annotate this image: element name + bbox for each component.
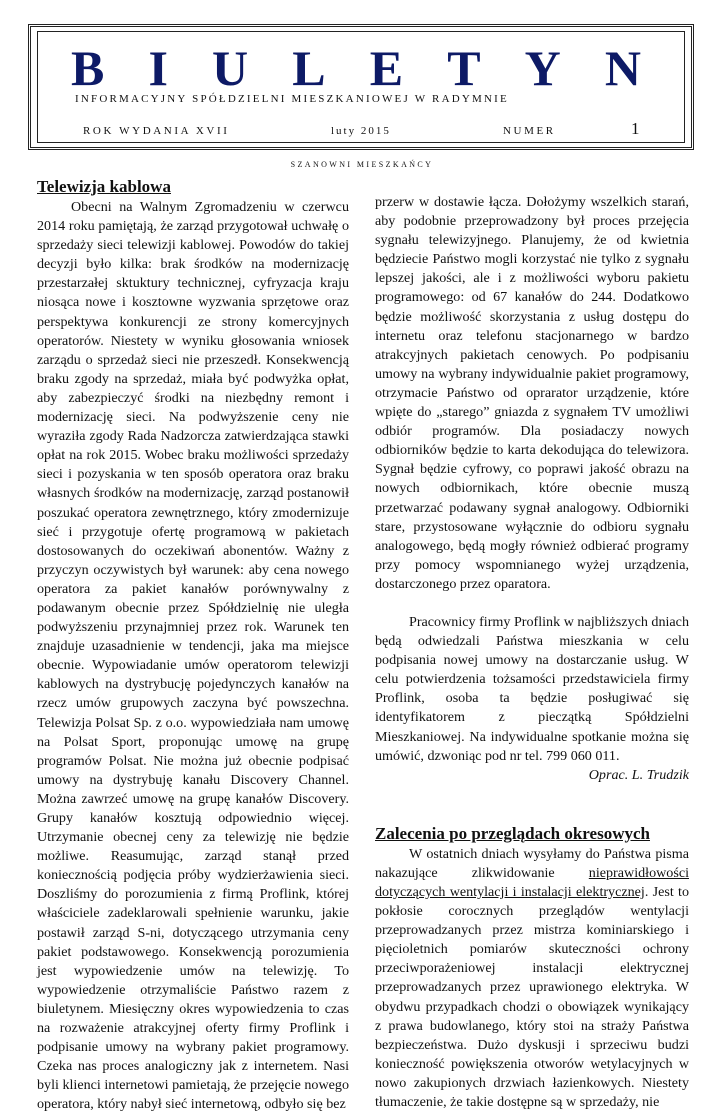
article-heading: Telewizja kablowa: [37, 177, 171, 196]
author-signature: Oprac. L. Trudzik: [588, 766, 689, 783]
title-letter: Y: [524, 40, 561, 96]
newsletter-title: [71, 40, 641, 96]
article-paragraph: Obecni na Walnym Zgromadzeniu w czerwcu 2014 roku pamiętają, że zarząd przygotował uchwałę o sprzedaży sieci telewizji kablowej. Powodów do takiej decyzji było kilka: brak środków na modernizację przestarzałej sktuktury technicznej, cyfryzacja kraju niosąca nowe i kosztowne wyzwania sprzętowe oraz perspektywa konkurencji ze strony komercyjnych operatorów. Niestety w wyniku głosowania wniosek zarządu o sprzedaż sieci nie przeszedł. Konsekwencją braku zgody na sprzedaż, miała być podwyżka opłat, aby zabezpieczyć środki na niezbędny remont i modernizację sieci. Na podwyższenie ceny nie wyraziła zgody Rada Nadzorcza zatwierdzająca stawki opłat na rok 2015. Wobec braku możliwości sprzedaży sieci i pozyskania w ten sposób operatora oraz braku własnych środków na modernizację, zarząd postanowił poszukać operatora zewnętrznego, który zmodernizuje sieć i przygotuje ofertę programową w pakietach dostosowanych do oczekiwań abonentów. Ważny z przyczyn oczywistych był warunek: aby cena nowego operatora za pakiet kanałów porównywalny z podawanym obecnie przez Spółdzielnię nie uległa podwyższeniu przynajmniej przez rok. Warunek ten znajduje uzasadnienie w tendencji, jaka ma miejsce obecnie. Wypowiadanie umów operatorom telewizji kablowych na dystrybucję pojedynczych kanałów na rzecz umów grupowych zaczyna być powszechna. Telewizja Polsat Sp. z o.o. wypowiedziała nam umowę na Polsat Sport, proponując umowę na grupę programów Polsat. Nie można już obecnie podpisać umowy na dystrybuję kanału Discovery Channel. Można zawrzeć umowę na grupę kanałów Discovery. Grupy kanałów kosztują odpowiednio więcej. Utrzymanie obecnej ceny za telewizję nie będzie możliwe. Reasumując, zarząd stanął przed koniecznością podjęcia próby wydzierżawienia sieci. Doszliśmy do porozumienia z firmą Proflink, której właściciele zadeklarowali spełnienie warunku, jakie postawił zarząd S-ni, dotyczącego utrzymania ceny pakiet podstawowego. Konsekwencją porozumienia jest wypowiedzenie umów na telewizję. To wypowiedzenie otrzymaliście Państwo razem z biuletynem. Miesięczny okres wypowiedzenia to czas na rozważenie atrakcyjnej oferty firmy Proflink i podpisanie umowy na wybrany pakiet programowy. Czeka nas proces analogiczny jak z internetem. Nasi byli klienci internetowi pamietają, że przejęcie nowego operatora, który nabył sieć internetową, odbyło się bez: [37, 199, 349, 1113]
title-letter: E: [369, 40, 404, 96]
newsletter-subtitle: INFORMACYJNY SPÓŁDZIELNI MIESZKANIOWEJ W RADYMNIE: [75, 93, 509, 105]
salutation: SZANOWNI MIESZKAŃCY: [290, 160, 434, 169]
title-letter: U: [212, 40, 249, 96]
article-heading: Zalecenia po przeglądach okresowych: [375, 823, 650, 843]
title-letter: T: [447, 40, 481, 96]
title-letter: B: [71, 40, 105, 96]
left-column: [37, 176, 349, 1115]
article-paragraph: Pracownicy firmy Proflink w najbliższych dniach będą odwiedzali Państwa mieszkania w celu podpisania nowej umowy na dostarczanie usług. W celu potwierdzenia tożsamości przedstawiciela firmy Proflink, osoba ta będzie posługiwać się identyfikatorem z pieczątką Spółdzielni Mieszkaniowej. Na indywidualne spotkanie można się umówić, dzwoniąc pod nr tel. 799 060 011.: [375, 613, 689, 764]
article-paragraph: [375, 845, 689, 1112]
title-letter: L: [292, 40, 326, 96]
masthead: [28, 24, 694, 150]
issue-date: luty 2015: [331, 125, 391, 137]
issue-number-label: NUMER: [503, 125, 556, 137]
underlined-text: nieprawidłowości dotyczących wentylacji i instalacji elektrycznej: [375, 864, 689, 900]
text-run: . Jest to pokłosie corocznych przeglądów wentylacji przeprowadzanych przez mistrza kominiarskiego i pięcioletnich pomiarów skuteczności ochrony przeciwporażeniowej instalacji elektrycznej przeprowadzanych przez uprawionego elektryka. W obydwu przypadkach chodzi o obowiązek wynikający z prawa budowlanego, który stoi na straży Państwa bezpieczeństwa. Dużo dyskusji i sprzeciwu budzi konieczność powiększenia otworów wetylacyjnych w nowo zakupionych drzwiach łazienkowych. Niestety tłumaczenie, że takie dostępne są w sprzedaży, nie: [375, 884, 689, 1111]
title-letter: I: [148, 40, 168, 96]
issue-number: 1: [631, 119, 640, 138]
title-letter: N: [604, 40, 641, 96]
text-run: W ostatnich dniach wysyłamy do Państwa pisma nakazujące zlikwidowanie: [375, 845, 689, 881]
article-paragraph: przerw w dostawie łącza. Dołożymy wszelkich starań, aby podobnie przeprowadzony był proces przejęcia sygnału telewizyjnego. Planujemy, że od kwietnia będziecie Państwo mogli korzystać nie tylko z sygnału lepszej jakości, ale i z możliwości wyboru pakietu programowego: od 67 kanałów do 244. Dodatkowo będzie możliwość skorzystania z usług dostępu do internetu oraz telefonu stacjonarnego w bardzo atrakcyjnych pakietach cenowych. Po podpisaniu umowy na wybrany indywidualnie pakiet programowy, otrzymacie Państwo od oprarator urządzenie, które wpięte do „starego” gniazda z sygnałem TV umożliwi odbiór programów. Dla posiadaczy nowych odbiorników będzie to karta dekodująca do telewizora. Sygnał będzie cyfrowy, co poprawi jakość obrazu na nowych odbiornikach, które obecnie muszą przetwarzać podawany sygnał analogowy. Odbiorniki stare, przystosowane wyłącznie do odbioru sygnału analogowego, będą mogły również odbierać programy przy pomocy wspomnianego wyżej urządzenia, dostarczonego przez oparatora.: [375, 194, 689, 592]
publication-year: ROK WYDANIA XVII: [83, 125, 230, 137]
right-column: [375, 193, 689, 1112]
